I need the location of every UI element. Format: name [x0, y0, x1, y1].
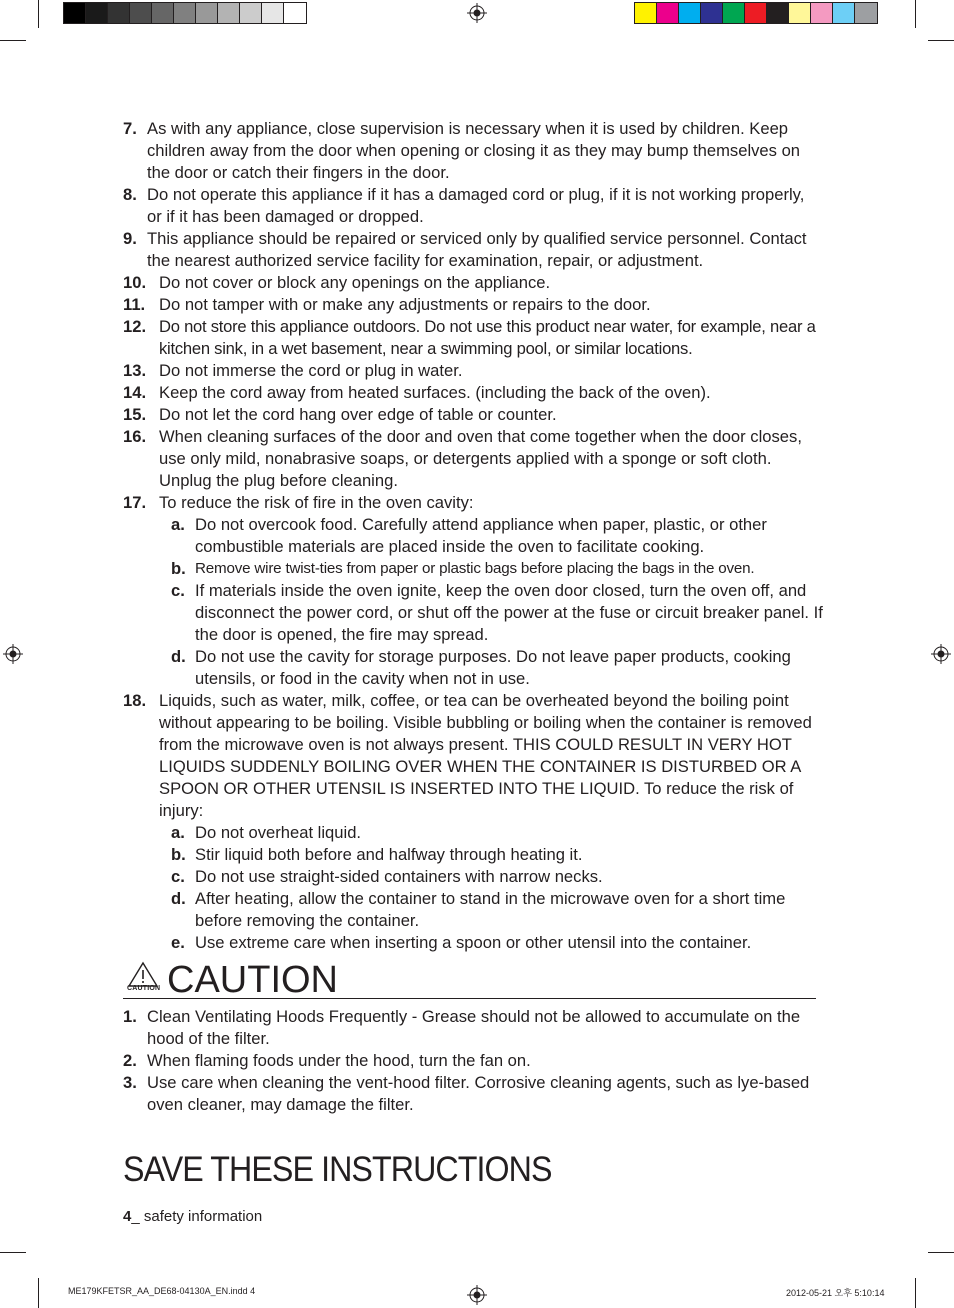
item-number: 15.: [123, 405, 147, 424]
item-text: To reduce the risk of fire in the oven cavity:: [159, 493, 474, 512]
color-swatch: [635, 3, 657, 23]
sub-item-letter: d.: [171, 647, 186, 666]
sub-list-item: [171, 558, 823, 580]
sub-list-item: [171, 822, 823, 844]
color-swatch: [240, 3, 262, 23]
crop-mark: [0, 1252, 26, 1253]
item-text: Do not immerse the cord or plug in water.: [159, 361, 463, 380]
sub-item-letter: d.: [171, 889, 186, 908]
item-text: Clean Ventilating Hoods Frequently - Grease should not be allowed to accumulate on the hood of the filter.: [147, 1007, 801, 1048]
color-swatch: [196, 3, 218, 23]
item-text: Do not store this appliance outdoors. Do not use this product near water, for example, near a kitchen sink, in a wet basement, near a swimming pool, or similar locations.: [159, 317, 816, 358]
color-swatch: [152, 3, 174, 23]
item-text: Do not cover or block any openings on the appliance.: [159, 273, 551, 292]
sub-item-text: Do not use the cavity for storage purposes. Do not leave paper products, cooking utensils, or food in the cavity when not in use.: [195, 647, 791, 688]
date-slug: 2012-05-21 오후 5:10:14: [786, 1288, 885, 1298]
color-swatch: [745, 3, 767, 23]
sub-item-letter: e.: [171, 933, 185, 952]
list-item: [123, 1072, 823, 1116]
section-name: _ safety information: [131, 1208, 263, 1225]
item-number: 9.: [123, 229, 137, 248]
sub-list: [159, 514, 823, 690]
color-swatch: [108, 3, 130, 23]
color-swatch: [86, 3, 108, 23]
sub-list-item: [171, 888, 823, 932]
sub-item-text: Use extreme care when inserting a spoon or other utensil into the container.: [195, 933, 752, 952]
item-text: Do not tamper with or make any adjustments or repairs to the door.: [159, 295, 651, 314]
sub-list-item: [171, 866, 823, 888]
color-swatch: [833, 3, 855, 23]
item-number: 1.: [123, 1007, 137, 1026]
item-number: 17.: [123, 493, 147, 512]
item-text: When cleaning surfaces of the door and oven that come together when the door closes, use only mild, nonabrasive soaps, or detergents applied with a sponge or soft cloth. Unplug the plug before cleaning.: [159, 427, 802, 490]
color-swatch: [679, 3, 701, 23]
item-number: 16.: [123, 427, 147, 446]
item-number: 10.: [123, 273, 147, 292]
color-swatch: [723, 3, 745, 23]
item-text: As with any appliance, close supervision is necessary when it is used by children. Keep children away from the door when opening or closing it as they may bump themselves on the door or catch their fingers in the door.: [147, 119, 801, 182]
sub-item-text: Do not overheat liquid.: [195, 823, 362, 842]
grayscale-color-bar: [63, 2, 307, 24]
caution-title: CAUTION: [167, 959, 338, 1001]
sub-list-item: [171, 646, 823, 690]
crop-mark: [915, 1278, 916, 1308]
item-text: Keep the cord away from heated surfaces. (including the back of the oven).: [159, 383, 711, 402]
color-swatch: [130, 3, 152, 23]
item-number: 2.: [123, 1051, 137, 1070]
list-item: [123, 272, 823, 294]
sub-list-item: [171, 514, 823, 558]
caution-icon-label: CAUTION: [127, 985, 161, 992]
list-item: [123, 118, 823, 184]
crop-mark: [38, 1278, 39, 1308]
color-swatch: [64, 3, 86, 23]
color-swatch: [284, 3, 306, 23]
list-item: [123, 382, 823, 404]
item-text: Do not let the cord hang over edge of table or counter.: [159, 405, 557, 424]
sub-item-text: Do not use straight-sided containers with narrow necks.: [195, 867, 603, 886]
sub-item-text: After heating, allow the container to stand in the microwave oven for a short time before removing the container.: [195, 889, 786, 930]
caution-instructions: [123, 1006, 823, 1116]
list-item: [123, 404, 823, 426]
list-item: [123, 360, 823, 382]
color-swatch: [789, 3, 811, 23]
sub-item-text: Stir liquid both before and halfway through heating it.: [195, 845, 583, 864]
page-number: 4: [123, 1208, 132, 1225]
item-number: 7.: [123, 119, 137, 138]
crop-mark: [928, 1252, 954, 1253]
crop-mark: [928, 40, 954, 41]
registration-mark-icon: [467, 3, 487, 23]
sub-item-letter: a.: [171, 823, 185, 842]
item-text: Liquids, such as water, milk, coffee, or tea can be overheated beyond the boiling point without appearing to be boiling. Visible bubbling or boiling when the container is removed from the microwave oven is not always present. THIS COULD RESULT IN VERY HOT LIQUIDS SUDDENLY BOILING OVER WHEN THE CONTAINER IS DISTURBED OR A SPOON OR OTHER UTENSIL IS INSERTED INTO THE LIQUID. To reduce the risk of injury:: [159, 691, 812, 820]
crop-mark: [38, 0, 39, 28]
registration-mark-icon: [3, 644, 23, 664]
item-number: 12.: [123, 317, 147, 336]
item-number: 11.: [123, 295, 146, 314]
item-number: 14.: [123, 383, 147, 402]
sub-list-item: [171, 844, 823, 866]
list-item: [123, 316, 823, 360]
item-number: 3.: [123, 1073, 137, 1092]
sub-item-letter: a.: [171, 515, 185, 534]
sub-item-letter: c.: [171, 581, 185, 600]
list-item: [123, 492, 823, 690]
sub-list: [159, 822, 823, 954]
crop-mark: [0, 40, 26, 41]
list-item: [123, 1050, 823, 1072]
color-swatch: [218, 3, 240, 23]
item-text: This appliance should be repaired or serviced only by qualified service personnel. Contact the nearest authorized service facility for examination, repair, or adjustment.: [147, 229, 807, 270]
sub-list-item: [171, 932, 823, 954]
caution-heading: [123, 958, 816, 999]
registration-mark-icon: [931, 644, 951, 664]
crop-mark: [915, 0, 916, 28]
color-swatch: [767, 3, 789, 23]
color-swatch: [657, 3, 679, 23]
sub-item-text: If materials inside the oven ignite, keep the oven door closed, turn the oven off, and disconnect the power cord, or shut off the power at the fuse or circuit breaker panel. If the door is opened, the fire may spread.: [195, 581, 823, 644]
list-item: [123, 184, 823, 228]
caution-list: [123, 1006, 823, 1116]
color-swatch: [174, 3, 196, 23]
color-swatch: [701, 3, 723, 23]
list-item: [123, 690, 823, 954]
safety-list: [123, 118, 823, 954]
item-number: 8.: [123, 185, 137, 204]
color-swatch: [811, 3, 833, 23]
sub-item-text: Do not overcook food. Carefully attend appliance when paper, plastic, or other combustible materials are placed inside the oven to facilitate cooking.: [195, 515, 767, 556]
item-text: Do not operate this appliance if it has a damaged cord or plug, if it is not working properly, or if it has been damaged or dropped.: [147, 185, 805, 226]
item-text: When flaming foods under the hood, turn the fan on.: [147, 1051, 531, 1070]
sub-item-text: Remove wire twist-ties from paper or plastic bags before placing the bags in the oven.: [195, 560, 755, 577]
list-item: [123, 426, 823, 492]
item-text: Use care when cleaning the vent-hood filter. Corrosive cleaning agents, such as lye-based oven cleaner, may damage the filter.: [147, 1073, 810, 1114]
registration-mark-icon: [467, 1285, 487, 1305]
file-slug: ME179KFETSR_AA_DE68-04130A_EN.indd 4: [68, 1286, 256, 1296]
color-swatch: [855, 3, 877, 23]
process-color-bar: [634, 2, 878, 24]
list-item: [123, 294, 823, 316]
list-item: [123, 1006, 823, 1050]
sub-item-letter: b.: [171, 559, 186, 578]
sub-item-letter: c.: [171, 867, 185, 886]
sub-item-letter: b.: [171, 845, 186, 864]
item-number: 18.: [123, 691, 147, 710]
color-swatch: [262, 3, 284, 23]
list-item: [123, 228, 823, 272]
sub-list-item: [171, 580, 823, 646]
item-number: 13.: [123, 361, 147, 380]
page-footer: [123, 1208, 262, 1225]
safety-instructions: [123, 118, 823, 954]
save-instructions-heading: SAVE THESE INSTRUCTIONS: [123, 1150, 552, 1189]
